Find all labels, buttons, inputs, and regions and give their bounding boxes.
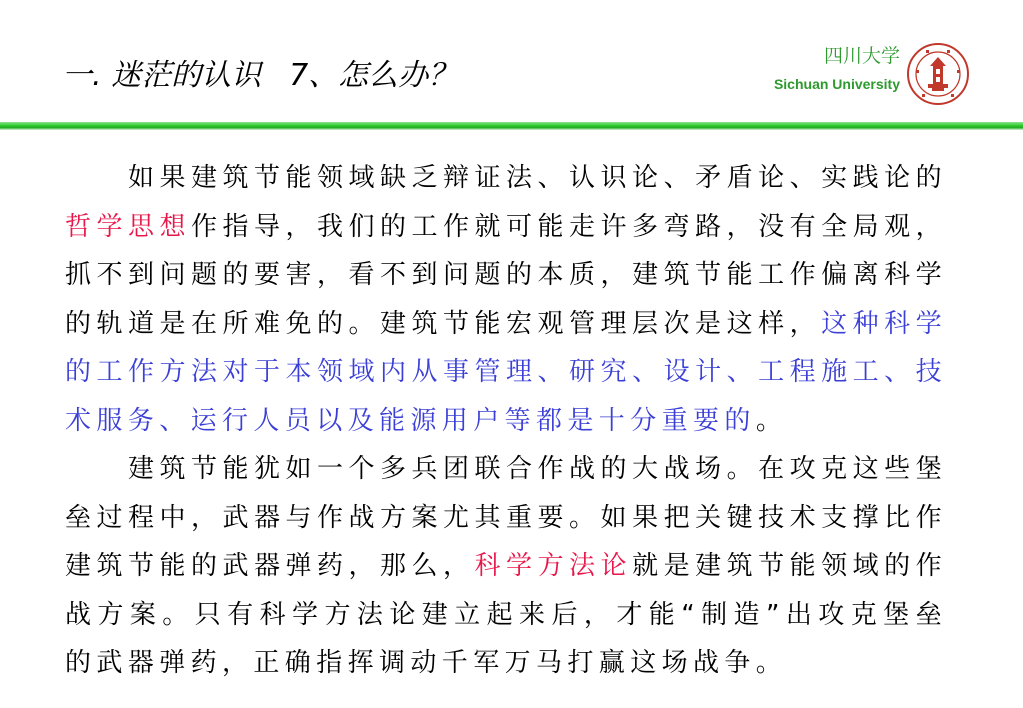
paragraph-1-text-a: 如果建筑节能领域缺乏辩证法、认识论、矛盾论、实践论的 <box>128 163 947 193</box>
paragraph-2-text-b: 就是建筑节能领域的作战方案。只有科学方法论建立起来后，才能“制造”出攻克堡垒的武器弹药，正确指挥调动千军万马打赢这场战争。 <box>65 551 947 678</box>
paragraph-2-text-a: 建筑节能犹如一个多兵团联合作战的大战场。在攻克这些堡垒过程中，武器与作战方案尤其重要。如果把关键技术支撑比作建筑节能的武器弹药，那么， <box>65 454 947 581</box>
paragraph-1-end: 。 <box>755 405 788 436</box>
title-subheading: 7、怎么办？ <box>289 58 459 93</box>
university-seal-icon <box>906 42 970 106</box>
paragraph-1-text-b: 作指导，我们的工作就可能走许多弯路，没有全局观，抓不到问题的要害，看不到问题的本质，建筑节能工作偏离科学的轨道是在所难免的。建筑节能宏观管理层次是这样， <box>65 211 947 339</box>
slide-title <box>62 56 458 96</box>
title-heading: 一. 迷茫的认识 <box>62 58 262 93</box>
paragraph-1 <box>65 154 947 445</box>
paragraph-2 <box>65 445 947 688</box>
header-divider <box>0 122 1023 130</box>
body-text <box>65 154 947 688</box>
paragraph-1-highlight-red: 哲学思想 <box>65 211 192 242</box>
university-name-english: Sichuan University <box>773 76 900 92</box>
paragraph-2-highlight-red: 科学方法论 <box>474 551 633 581</box>
university-name-chinese: 四川大学 <box>823 45 900 67</box>
paragraph-1-highlight-blue: 这种科学的工作方法对于本领域内从事管理、研究、设计、工程施工、技术服务、运行人员以及能源用户等都是十分重要的 <box>65 308 947 436</box>
